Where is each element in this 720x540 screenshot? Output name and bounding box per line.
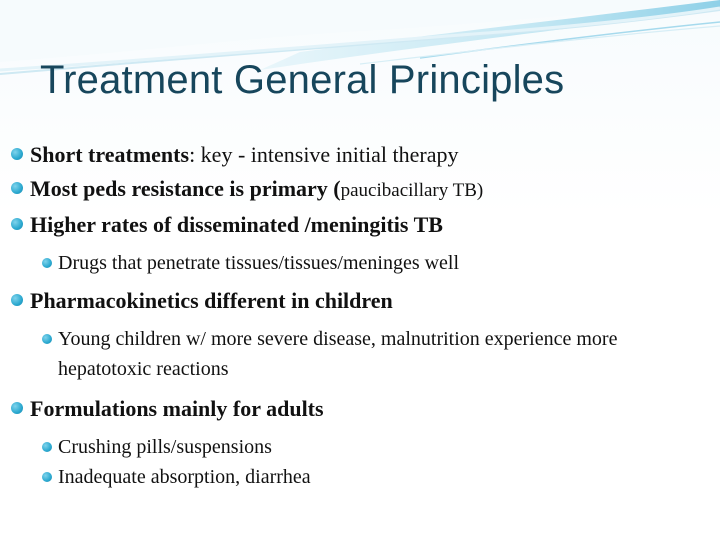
sub-bullet-text: Inadequate absorption, diarrhea: [58, 466, 311, 488]
bullet-item: [10, 392, 710, 426]
sub-bullet-text: Drugs that penetrate tissues/tissues/meninges well: [58, 252, 460, 274]
sub-bullet-item: [10, 432, 710, 462]
bullet-dot-icon: [11, 182, 23, 194]
sub-bullet-item: [10, 324, 710, 384]
bullet-bold-text: Formulations mainly for adults: [30, 396, 324, 421]
bullet-bold-text: Short treatments: [30, 142, 190, 167]
bullet-dot-icon: [11, 294, 23, 306]
bullet-dot-icon: [42, 442, 52, 452]
sub-bullet-item: [10, 248, 710, 278]
bullet-item: [10, 172, 710, 208]
bullet-bold-text: Pharmacokinetics different in children: [30, 288, 393, 313]
bullet-dot-icon: [11, 218, 23, 230]
bullet-list: [10, 138, 710, 492]
sub-bullet-text: Young children w/ more severe disease, malnutrition experience more hepatotoxic reactions: [58, 328, 618, 380]
bullet-dot-icon: [11, 148, 23, 160]
bullet-item: [10, 284, 710, 318]
sub-bullet-item: [10, 462, 710, 492]
bullet-bold-text: Higher rates of disseminated /meningitis TB: [30, 212, 443, 237]
slide-title: Treatment General Principles: [40, 58, 565, 102]
bullet-dot-icon: [11, 402, 23, 414]
bullet-item: [10, 208, 710, 242]
bullet-text: paucibacillary TB): [340, 180, 484, 201]
bullet-text: : key - intensive initial therapy: [189, 142, 459, 167]
bullet-dot-icon: [42, 334, 52, 344]
sub-bullet-text: Crushing pills/suspensions: [58, 436, 272, 458]
bullet-item: [10, 138, 710, 172]
bullet-dot-icon: [42, 258, 52, 268]
bullet-bold-text: Most peds resistance is primary (: [30, 176, 341, 201]
bullet-dot-icon: [42, 472, 52, 482]
